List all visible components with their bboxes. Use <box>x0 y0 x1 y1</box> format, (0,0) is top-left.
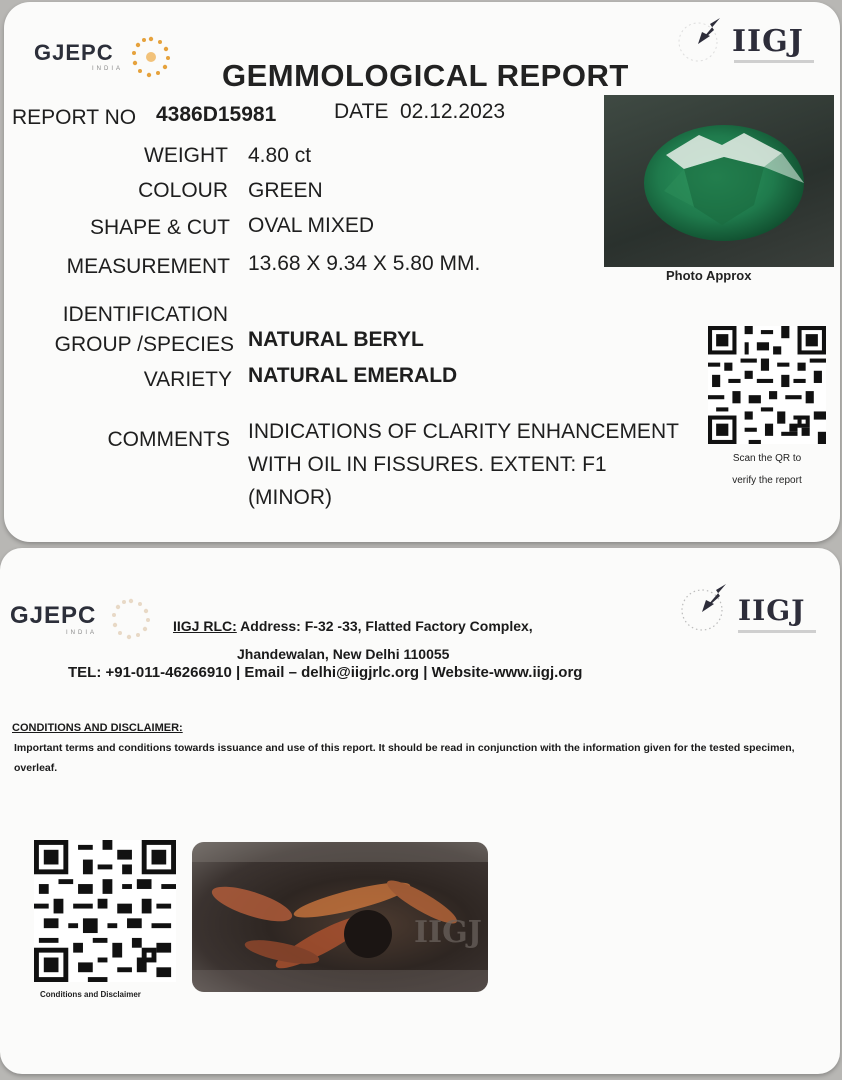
variety-label: VARIETY <box>143 368 232 391</box>
measurement-value: 13.68 X 9.34 X 5.80 MM. <box>248 252 481 275</box>
qr-caption <box>712 448 822 492</box>
report-title: GEMMOLOGICAL REPORT <box>222 58 629 93</box>
identification-label: IDENTIFICATION <box>62 303 228 326</box>
iigj-logo-underline <box>734 60 814 63</box>
svg-text:IIGJ: IIGJ <box>414 915 482 950</box>
gjepc-logo-sub: INDIA <box>92 66 124 72</box>
variety-value: NATURAL EMERALD <box>248 364 458 387</box>
verify-qr-code[interactable] <box>708 326 826 444</box>
gjepc-logo-back-sub: INDIA <box>66 630 98 636</box>
qr-caption-line-1: Scan the QR to <box>732 453 802 464</box>
gjepc-logo-back-text: GJEPC <box>10 602 97 629</box>
measurement-label: MEASUREMENT <box>66 255 230 278</box>
date-value: 02.12.2023 <box>400 100 506 123</box>
colour-label: COLOUR <box>138 179 228 202</box>
address-line-2: Jhandewalan, New Delhi 110055 <box>237 646 450 662</box>
comments-line-3: (MINOR) <box>248 486 332 509</box>
gjepc-star-icon <box>128 34 174 80</box>
comments-line-1: INDICATIONS OF CLARITY ENHANCEMENT <box>248 420 679 443</box>
address-block <box>173 612 533 668</box>
weight-value: 4.80 ct <box>248 144 312 167</box>
colour-value: GREEN <box>248 179 323 202</box>
iigj-arrow-icon <box>672 14 732 64</box>
weight-label: WEIGHT <box>144 144 228 167</box>
gjepc-logo-text: GJEPC <box>34 40 114 65</box>
shape-cut-value: OVAL MIXED <box>248 214 375 237</box>
shape-cut-label: SHAPE & CUT <box>89 216 230 239</box>
group-species-value: NATURAL BERYL <box>248 328 424 351</box>
iigj-back-logo-underline <box>738 630 816 633</box>
comments-label: COMMENTS <box>107 428 230 451</box>
disclaimer-qr-code[interactable] <box>34 840 176 982</box>
comments-line-2: WITH OIL IN FISSURES. EXTENT: F1 <box>248 453 607 476</box>
disclaimer-text: Important terms and conditions towards issuance and use of this report. It should be read in conjunction with the information given for the tested specimen, overleaf. <box>14 742 795 774</box>
disclaimer-heading: CONDITIONS AND DISCLAIMER: <box>12 722 183 734</box>
address-org: IIGJ RLC: <box>173 618 237 634</box>
iigj-logo-text: IIGJ <box>732 24 804 59</box>
address-line-1: Address: F-32 -33, Flatted Factory Complex, <box>240 618 533 634</box>
gem-photo <box>604 95 834 267</box>
emerald-gem-icon <box>604 95 834 267</box>
report-no-label: REPORT NO <box>12 106 137 129</box>
iigj-back-logo-text: IIGJ <box>738 594 806 627</box>
photo-caption: Photo Approx <box>666 268 752 283</box>
back-qr-caption: Conditions and Disclaimer <box>40 990 141 999</box>
qr-caption-line-2: verify the report <box>732 475 802 486</box>
contact-line: TEL: +91-011-46266910 | Email – delhi@iigjrlc.org | Website-www.iigj.org <box>68 664 583 681</box>
date-label: DATE <box>334 100 389 123</box>
report-no-value: 4386D15981 <box>156 103 277 126</box>
gjepc-logo <box>34 40 114 66</box>
group-species-label: GROUP /SPECIES <box>54 333 234 356</box>
gjepc-back-star-icon <box>108 596 154 642</box>
hologram-pattern-icon <box>192 842 488 992</box>
security-hologram <box>192 842 488 992</box>
iigj-back-arrow-icon <box>676 578 736 638</box>
